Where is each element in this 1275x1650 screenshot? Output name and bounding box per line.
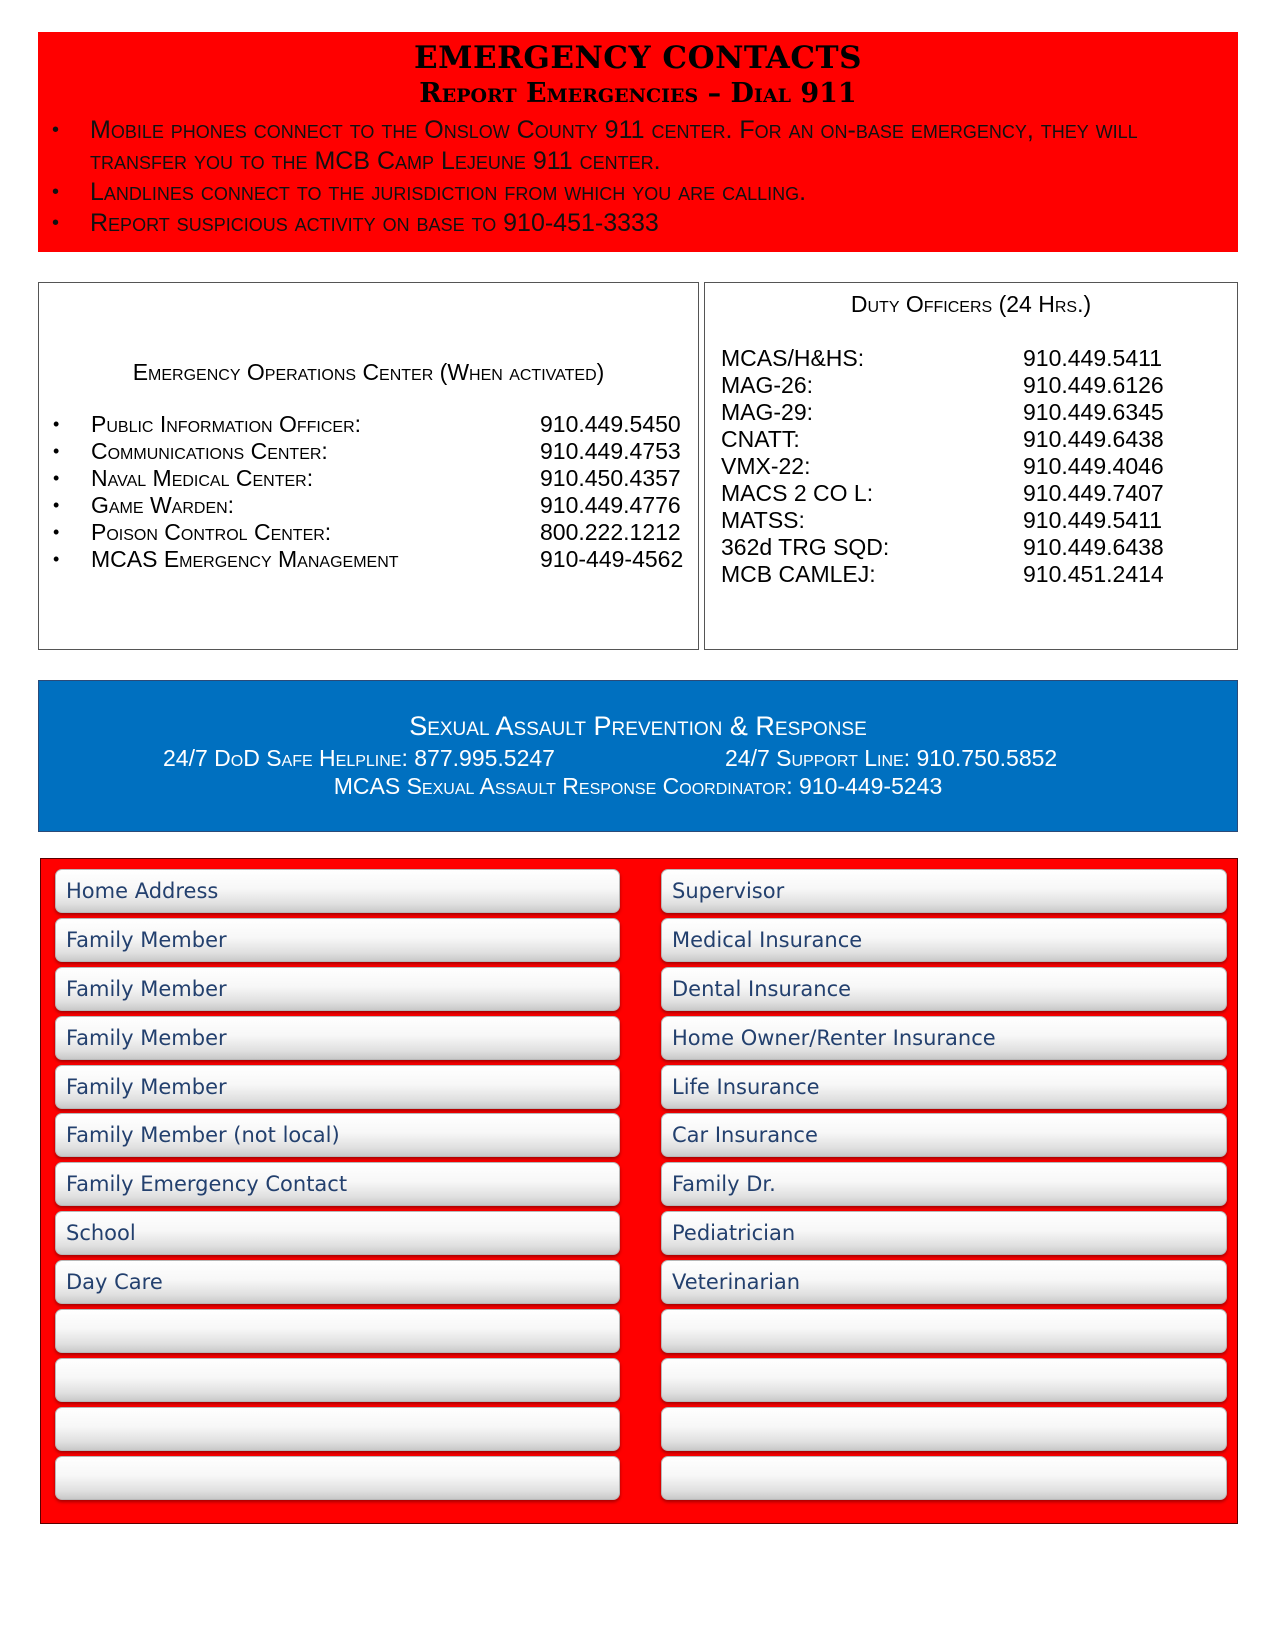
duty-officer-unit: MACS 2 CO L: bbox=[721, 480, 874, 506]
sapr-phone-row bbox=[39, 745, 1237, 775]
eoc-list bbox=[53, 411, 693, 573]
sapr-helpline: 24/7 DoD Safe Helpline: 877.995.5247 bbox=[163, 745, 555, 771]
eoc-item bbox=[53, 438, 693, 465]
contact-field[interactable]: Car Insurance bbox=[661, 1113, 1227, 1157]
duty-officer-row bbox=[721, 453, 1221, 480]
header-subtitle: Report Emergencies – Dial 911 bbox=[419, 78, 857, 109]
sapr-coordinator: MCAS Sexual Assault Response Coordinator: 910-449-5243 bbox=[333, 773, 943, 799]
duty-officer-unit: 362d TRG SQD: bbox=[721, 534, 890, 560]
contact-field[interactable]: Family Dr. bbox=[661, 1162, 1227, 1206]
sapr-support-line: 24/7 Support Line: 910.750.5852 bbox=[725, 745, 1058, 771]
contact-field[interactable] bbox=[55, 1358, 620, 1402]
contact-field[interactable]: Family Member (not local) bbox=[55, 1113, 620, 1157]
duty-officer-row bbox=[721, 561, 1221, 588]
duty-officer-phone: 910.451.2414 bbox=[1023, 561, 1164, 587]
eoc-title: Emergency Operations Center (When activated) bbox=[132, 359, 605, 385]
eoc-item-phone: 910.449.5450 bbox=[540, 411, 681, 437]
contact-field[interactable]: Family Member bbox=[55, 967, 620, 1011]
contact-field[interactable]: Veterinarian bbox=[661, 1260, 1227, 1304]
contacts-left-column bbox=[55, 869, 620, 1505]
duty-officers-panel bbox=[704, 282, 1238, 650]
contact-field[interactable] bbox=[55, 1407, 620, 1451]
duty-officer-phone: 910.449.6438 bbox=[1023, 426, 1164, 452]
duty-officer-unit: MCAS/H&HS: bbox=[721, 345, 865, 371]
eoc-item-phone: 910.449.4776 bbox=[540, 492, 681, 518]
duty-officer-phone: 910.449.6345 bbox=[1023, 399, 1164, 425]
contact-field[interactable]: Dental Insurance bbox=[661, 967, 1227, 1011]
duty-officer-row bbox=[721, 399, 1221, 426]
duty-officers-list bbox=[721, 345, 1221, 588]
duty-officer-row bbox=[721, 507, 1221, 534]
contact-field[interactable]: Home Owner/Renter Insurance bbox=[661, 1016, 1227, 1060]
contact-field[interactable]: Day Care bbox=[55, 1260, 620, 1304]
sapr-banner bbox=[38, 680, 1238, 832]
contact-field[interactable]: Pediatrician bbox=[661, 1211, 1227, 1255]
duty-officer-phone: 910.449.5411 bbox=[1023, 345, 1162, 371]
duty-officer-phone: 910.449.6126 bbox=[1023, 372, 1164, 398]
duty-officer-row bbox=[721, 480, 1221, 507]
eoc-item bbox=[53, 465, 693, 492]
personal-contacts-panel bbox=[40, 858, 1238, 1524]
contact-field[interactable]: Life Insurance bbox=[661, 1065, 1227, 1109]
contact-field[interactable]: Family Member bbox=[55, 1065, 620, 1109]
duty-officer-phone: 910.449.5411 bbox=[1023, 507, 1162, 533]
duty-officer-phone: 910.449.6438 bbox=[1023, 534, 1164, 560]
duty-officer-unit: MAG-29: bbox=[721, 399, 814, 425]
emergency-header bbox=[38, 32, 1238, 252]
duty-officer-row bbox=[721, 345, 1221, 372]
eoc-item-label: • Communications Center: bbox=[91, 438, 328, 464]
eoc-item-phone: 910-449-4562 bbox=[540, 546, 684, 572]
sapr-title: Sexual Assault Prevention & Response bbox=[409, 711, 867, 741]
contact-field[interactable] bbox=[661, 1456, 1227, 1500]
eoc-item bbox=[53, 492, 693, 519]
eoc-item-label: • Game Warden: bbox=[91, 492, 235, 518]
duty-officer-unit: CNATT: bbox=[721, 426, 800, 452]
contact-field[interactable]: Family Emergency Contact bbox=[55, 1162, 620, 1206]
duty-officer-phone: 910.449.7407 bbox=[1023, 480, 1164, 506]
duty-officer-row bbox=[721, 372, 1221, 399]
contact-field[interactable]: School bbox=[55, 1211, 620, 1255]
contact-field[interactable]: Family Member bbox=[55, 918, 620, 962]
contacts-right-column bbox=[661, 869, 1227, 1505]
eoc-item-label: • Naval Medical Center: bbox=[91, 465, 314, 491]
header-bullet: • Mobile phones connect to the Onslow County 911 center. For an on-base emergency, they will transfer you to the MCB Camp Lejeune 911 center. bbox=[52, 115, 1222, 177]
contact-field[interactable]: Home Address bbox=[55, 869, 620, 913]
duty-officer-unit: MAG-26: bbox=[721, 372, 814, 398]
eoc-item bbox=[53, 546, 693, 573]
duty-officer-row bbox=[721, 426, 1221, 453]
eoc-item-phone: 910.449.4753 bbox=[540, 438, 681, 464]
contact-field[interactable] bbox=[55, 1309, 620, 1353]
eoc-item bbox=[53, 411, 693, 438]
contact-field[interactable] bbox=[661, 1358, 1227, 1402]
duty-officer-unit: MATSS: bbox=[721, 507, 805, 533]
duty-officer-row bbox=[721, 534, 1221, 561]
eoc-item-label: • Poison Control Center: bbox=[91, 519, 332, 545]
duty-officer-unit: VMX-22: bbox=[721, 453, 811, 479]
contact-field[interactable] bbox=[661, 1407, 1227, 1451]
eoc-panel bbox=[38, 282, 699, 650]
eoc-item bbox=[53, 519, 693, 546]
header-bullet: • Report suspicious activity on base to 910-451-3333 bbox=[52, 208, 1222, 239]
contact-field[interactable] bbox=[55, 1456, 620, 1500]
eoc-item-label: • MCAS Emergency Management bbox=[91, 546, 399, 572]
duty-officer-unit: MCB CAMLEJ: bbox=[721, 561, 876, 587]
header-bullet-list bbox=[52, 115, 1222, 239]
page-title: EMERGENCY CONTACTS bbox=[414, 40, 862, 76]
contact-field[interactable]: Supervisor bbox=[661, 869, 1227, 913]
duty-officer-phone: 910.449.4046 bbox=[1023, 453, 1164, 479]
eoc-item-label: • Public Information Officer: bbox=[91, 411, 362, 437]
header-bullet: • Landlines connect to the jurisdiction from which you are calling. bbox=[52, 177, 1222, 208]
contact-field[interactable] bbox=[661, 1309, 1227, 1353]
eoc-item-phone: 910.450.4357 bbox=[540, 465, 681, 491]
duty-officers-title: Duty Officers (24 Hrs.) bbox=[850, 291, 1092, 317]
contact-field[interactable]: Medical Insurance bbox=[661, 918, 1227, 962]
eoc-item-phone: 800.222.1212 bbox=[540, 519, 681, 545]
contact-field[interactable]: Family Member bbox=[55, 1016, 620, 1060]
